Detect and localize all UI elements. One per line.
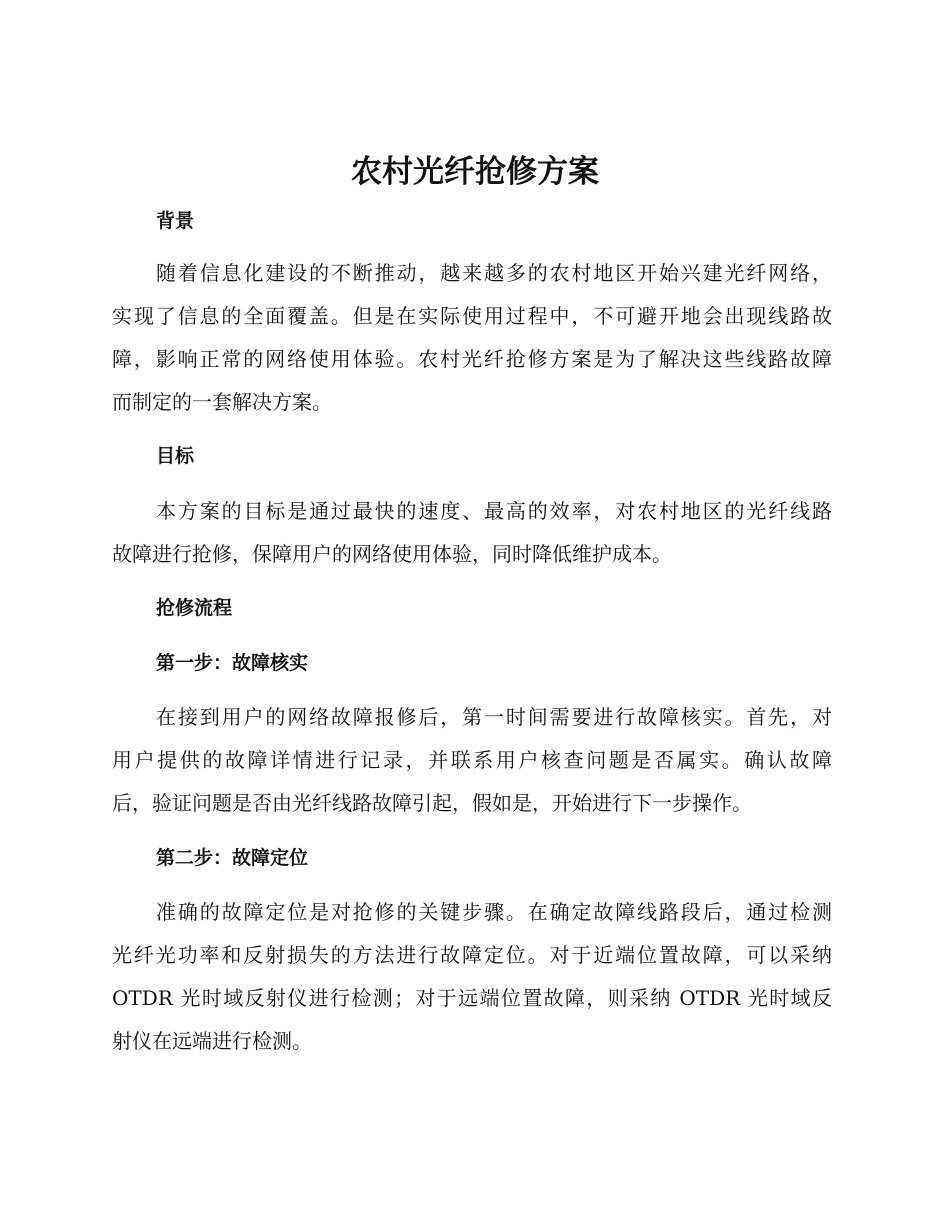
section-heading-process: 抢修流程 [156,597,233,619]
document-title: 农村光纤抢修方案 [351,154,599,190]
section-heading-step1: 第一步：故障核实 [156,652,309,674]
section-heading-background: 背景 [156,210,195,232]
paragraph-line: 本方案的目标是通过最快的速度、最高的效率，对农村地区的光纤线路 [156,499,832,523]
paragraph-line: 射仪在远端进行检测。 [112,1029,312,1053]
paragraph-line: 光纤光功率和反射损失的方法进行故障定位。对于近端位置故障，可以采纳 [112,943,832,967]
paragraph-line: 在接到用户的网络故障报修后，第一时间需要进行故障核实。首先，对 [156,705,832,729]
section-heading-step2: 第二步：故障定位 [156,847,309,869]
paragraph-line: 实现了信息的全面覆盖。但是在实际使用过程中，不可避开地会出现线路故 [112,304,832,328]
paragraph-line: 障，影响正常的网络使用体验。农村光纤抢修方案是为了解决这些线路故障 [112,347,832,371]
section-paragraph-step2 [112,891,832,1063]
paragraph-line: 后，验证问题是否由光纤线路故障引起，假如是，开始进行下一步操作。 [112,791,752,815]
paragraph-line: 随着信息化建设的不断推动，越来越多的农村地区开始兴建光纤网络， [156,261,832,285]
section-heading-goal: 目标 [156,445,195,467]
paragraph-line: 故障进行抢修，保障用户的网络使用体验，同时降低维护成本。 [112,542,672,566]
paragraph-line: 用户提供的故障详情进行记录，并联系用户核查问题是否属实。确认故障 [112,748,832,772]
paragraph-line: 而制定的一套解决方案。 [112,390,332,414]
section-paragraph-goal [112,490,832,576]
section-paragraph-background [112,252,832,424]
paragraph-line: OTDR 光时域反射仪进行检测；对于远端位置故障，则采纳 OTDR 光时域反 [112,986,832,1010]
section-paragraph-step1 [112,696,832,825]
paragraph-line: 准确的故障定位是对抢修的关键步骤。在确定故障线路段后，通过检测 [156,900,832,924]
